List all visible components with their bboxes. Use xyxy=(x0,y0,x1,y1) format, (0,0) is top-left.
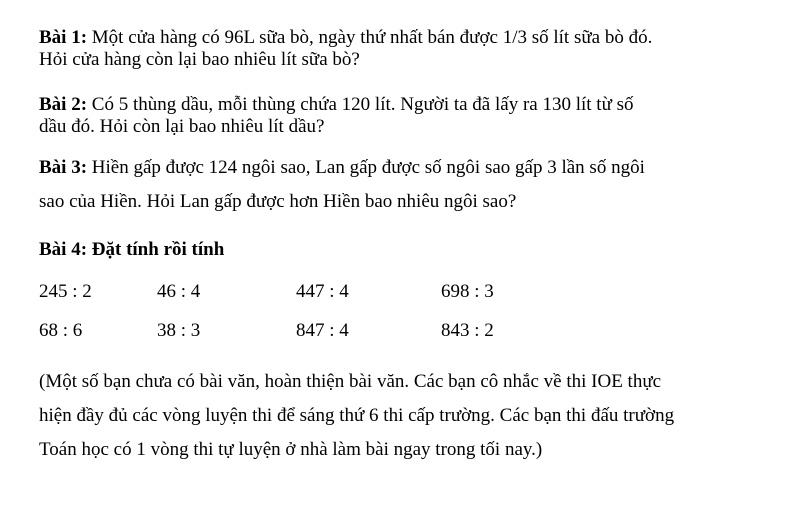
problem-1-line-2: Hỏi cửa hàng còn lại bao nhiêu lít sữa bò? xyxy=(39,49,360,70)
problem-3-line-2: sao của Hiền. Hỏi Lan gấp được hơn Hiền bao nhiêu ngôi sao? xyxy=(39,191,517,212)
division-item: 38 : 3 xyxy=(157,320,201,341)
division-item: 245 : 2 xyxy=(39,281,92,302)
problem-2 xyxy=(39,94,769,138)
division-item: 843 : 2 xyxy=(441,320,494,341)
division-item: 46 : 4 xyxy=(157,281,201,302)
division-item: 847 : 4 xyxy=(296,320,349,341)
problem-3-label: Bài 3: xyxy=(39,157,88,178)
problem-3 xyxy=(39,151,769,219)
teacher-note-line-1: (Một số bạn chưa có bài văn, hoàn thiện bài văn. Các bạn cô nhắc về thi IOE thực xyxy=(39,371,662,392)
teacher-note xyxy=(39,365,769,467)
problem-4-title: Bài 4: Đặt tính rồi tính xyxy=(39,239,225,260)
teacher-note-line-3: Toán học có 1 vòng thi tự luyện ở nhà làm bài ngay trong tối nay.) xyxy=(39,439,543,460)
teacher-note-line-2: hiện đầy đủ các vòng luyện thi để sáng thứ 6 thi cấp trường. Các bạn thi đấu trường xyxy=(39,405,675,426)
division-item: 68 : 6 xyxy=(39,320,83,341)
problem-1-label: Bài 1: xyxy=(39,27,88,48)
division-row-1 xyxy=(39,280,739,304)
problem-1-text: Một cửa hàng có 96L sữa bò, ngày thứ nhất bán được 1/3 số lít sữa bò đó. xyxy=(87,27,653,48)
problem-2-line-2: dầu đó. Hỏi còn lại bao nhiêu lít dầu? xyxy=(39,116,325,137)
problem-3-line-1 xyxy=(39,151,769,185)
division-row-2 xyxy=(39,319,739,343)
problem-1 xyxy=(39,27,769,71)
division-item: 447 : 4 xyxy=(296,281,349,302)
division-item: 698 : 3 xyxy=(441,281,494,302)
problem-2-line-1 xyxy=(39,94,769,116)
problem-2-label: Bài 2: xyxy=(39,94,88,115)
problem-1-line-1 xyxy=(39,27,769,49)
problem-3-text: Hiền gấp được 124 ngôi sao, Lan gấp được số ngôi sao gấp 3 lần số ngôi xyxy=(87,157,645,178)
problem-2-text: Có 5 thùng dầu, mỗi thùng chứa 120 lít. Người ta đã lấy ra 130 lít từ số xyxy=(87,94,634,115)
